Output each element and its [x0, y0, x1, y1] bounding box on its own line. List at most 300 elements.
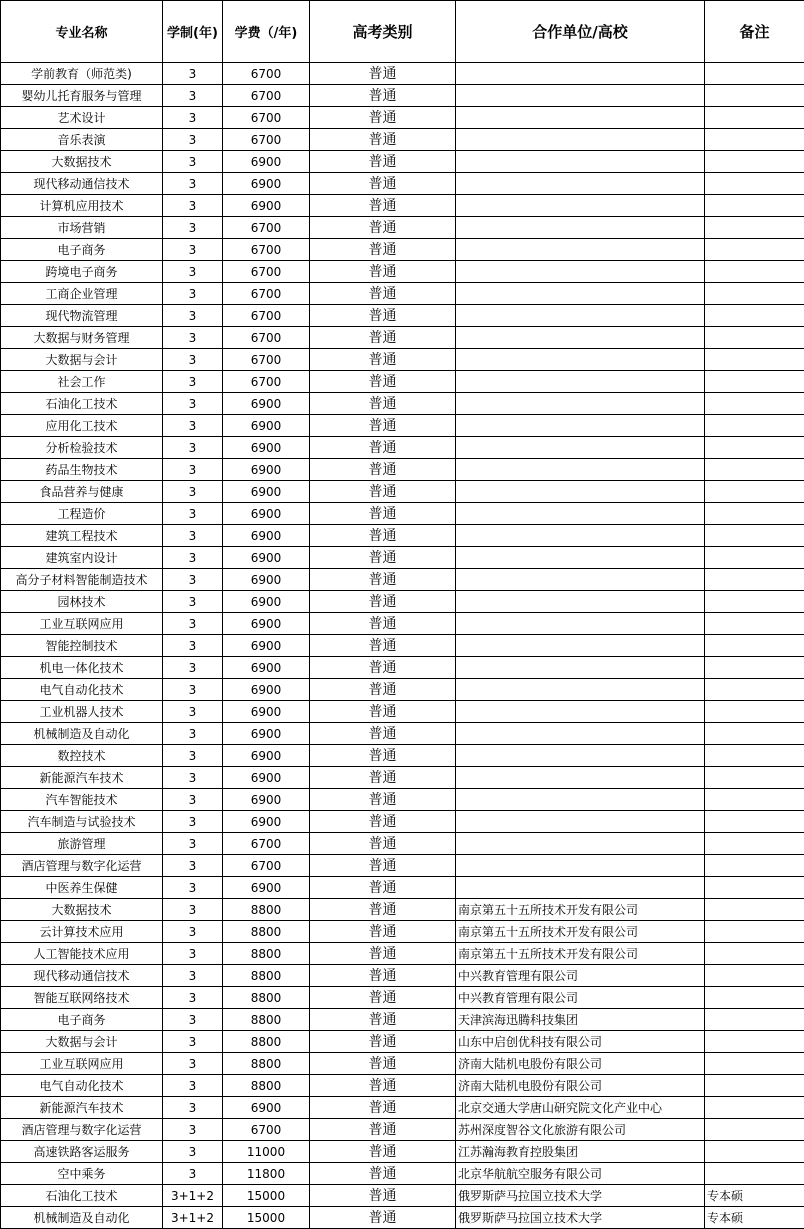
table-row	[1, 679, 804, 701]
cell-note	[705, 987, 804, 1009]
cell-partner	[456, 327, 705, 349]
cell-fee: 6900	[223, 195, 310, 217]
cell-fee: 6900	[223, 173, 310, 195]
cell-note	[705, 1031, 804, 1053]
cell-major: 市场营销	[1, 217, 163, 239]
cell-note	[705, 547, 804, 569]
cell-note	[705, 723, 804, 745]
cell-partner	[456, 129, 705, 151]
cell-partner	[456, 437, 705, 459]
table-row	[1, 987, 804, 1009]
cell-exam-type: 普通	[310, 151, 456, 173]
table-row	[1, 899, 804, 921]
cell-note	[705, 305, 804, 327]
cell-years: 3	[163, 107, 223, 129]
cell-years: 3	[163, 129, 223, 151]
cell-fee: 8800	[223, 943, 310, 965]
cell-major: 高分子材料智能制造技术	[1, 569, 163, 591]
cell-fee: 6900	[223, 459, 310, 481]
cell-note	[705, 899, 804, 921]
cell-fee: 15000	[223, 1185, 310, 1207]
cell-note	[705, 833, 804, 855]
cell-fee: 6900	[223, 789, 310, 811]
cell-major: 空中乘务	[1, 1163, 163, 1185]
cell-major: 建筑工程技术	[1, 525, 163, 547]
cell-exam-type: 普通	[310, 173, 456, 195]
cell-fee: 6700	[223, 327, 310, 349]
cell-note	[705, 195, 804, 217]
cell-partner: 苏州深度智谷文化旅游有限公司	[456, 1119, 705, 1141]
cell-fee: 6900	[223, 437, 310, 459]
cell-note	[705, 327, 804, 349]
cell-note	[705, 107, 804, 129]
cell-partner	[456, 635, 705, 657]
cell-years: 3	[163, 173, 223, 195]
table-row	[1, 173, 804, 195]
cell-years: 3	[163, 877, 223, 899]
cell-fee: 6900	[223, 415, 310, 437]
cell-fee: 6900	[223, 767, 310, 789]
cell-exam-type: 普通	[310, 1119, 456, 1141]
cell-years: 3	[163, 261, 223, 283]
cell-exam-type: 普通	[310, 1185, 456, 1207]
cell-major: 新能源汽车技术	[1, 767, 163, 789]
cell-major: 大数据与会计	[1, 1031, 163, 1053]
cell-exam-type: 普通	[310, 195, 456, 217]
table-row	[1, 63, 804, 85]
cell-major: 石油化工技术	[1, 1185, 163, 1207]
table-row	[1, 393, 804, 415]
cell-fee: 8800	[223, 1075, 310, 1097]
cell-partner	[456, 261, 705, 283]
table-row	[1, 635, 804, 657]
cell-partner	[456, 305, 705, 327]
cell-exam-type: 普通	[310, 437, 456, 459]
cell-note	[705, 393, 804, 415]
cell-major: 分析检验技术	[1, 437, 163, 459]
cell-exam-type: 普通	[310, 789, 456, 811]
cell-major: 云计算技术应用	[1, 921, 163, 943]
cell-note	[705, 789, 804, 811]
table-row	[1, 239, 804, 261]
cell-fee: 6700	[223, 349, 310, 371]
cell-major: 机械制造及自动化	[1, 723, 163, 745]
cell-major: 电子商务	[1, 239, 163, 261]
cell-years: 3	[163, 987, 223, 1009]
cell-partner	[456, 85, 705, 107]
cell-exam-type: 普通	[310, 943, 456, 965]
cell-note	[705, 1075, 804, 1097]
table-row	[1, 767, 804, 789]
table-row	[1, 349, 804, 371]
cell-note	[705, 129, 804, 151]
cell-partner: 中兴教育管理有限公司	[456, 965, 705, 987]
table-row	[1, 1141, 804, 1163]
cell-note	[705, 459, 804, 481]
cell-major: 旅游管理	[1, 833, 163, 855]
cell-exam-type: 普通	[310, 855, 456, 877]
cell-fee: 8800	[223, 1053, 310, 1075]
cell-exam-type: 普通	[310, 1009, 456, 1031]
cell-note	[705, 239, 804, 261]
cell-fee: 6700	[223, 305, 310, 327]
cell-exam-type: 普通	[310, 899, 456, 921]
cell-fee: 6700	[223, 833, 310, 855]
cell-fee: 6900	[223, 569, 310, 591]
cell-partner	[456, 789, 705, 811]
cell-note	[705, 503, 804, 525]
cell-note: 专本硕	[705, 1207, 804, 1229]
cell-partner	[456, 855, 705, 877]
cell-years: 3	[163, 921, 223, 943]
cell-years: 3	[163, 613, 223, 635]
cell-fee: 6900	[223, 745, 310, 767]
cell-major: 新能源汽车技术	[1, 1097, 163, 1119]
cell-fee: 6700	[223, 371, 310, 393]
cell-years: 3	[163, 569, 223, 591]
cell-note	[705, 635, 804, 657]
header-years: 学制(年)	[163, 1, 223, 63]
cell-exam-type: 普通	[310, 349, 456, 371]
cell-years: 3	[163, 415, 223, 437]
cell-partner: 南京第五十五所技术开发有限公司	[456, 943, 705, 965]
cell-exam-type: 普通	[310, 1163, 456, 1185]
table-row	[1, 855, 804, 877]
cell-major: 智能控制技术	[1, 635, 163, 657]
cell-major: 现代移动通信技术	[1, 173, 163, 195]
cell-years: 3	[163, 635, 223, 657]
cell-note	[705, 811, 804, 833]
cell-exam-type: 普通	[310, 701, 456, 723]
cell-years: 3	[163, 63, 223, 85]
cell-partner	[456, 679, 705, 701]
cell-note	[705, 965, 804, 987]
table-row	[1, 723, 804, 745]
cell-exam-type: 普通	[310, 503, 456, 525]
table-row	[1, 1207, 804, 1229]
table-row	[1, 613, 804, 635]
cell-partner	[456, 239, 705, 261]
cell-fee: 6700	[223, 1119, 310, 1141]
table-row	[1, 129, 804, 151]
cell-note	[705, 701, 804, 723]
cell-note	[705, 85, 804, 107]
cell-major: 艺术设计	[1, 107, 163, 129]
cell-exam-type: 普通	[310, 1031, 456, 1053]
cell-fee: 6700	[223, 129, 310, 151]
cell-note	[705, 437, 804, 459]
cell-fee: 8800	[223, 1031, 310, 1053]
cell-partner	[456, 173, 705, 195]
cell-fee: 8800	[223, 899, 310, 921]
cell-partner	[456, 415, 705, 437]
cell-fee: 8800	[223, 1009, 310, 1031]
cell-partner	[456, 613, 705, 635]
cell-major: 工业互联网应用	[1, 613, 163, 635]
cell-fee: 6900	[223, 701, 310, 723]
cell-partner: 济南大陆机电股份有限公司	[456, 1053, 705, 1075]
cell-years: 3	[163, 1097, 223, 1119]
cell-years: 3	[163, 855, 223, 877]
table-row	[1, 701, 804, 723]
cell-fee: 6900	[223, 481, 310, 503]
cell-fee: 6900	[223, 811, 310, 833]
cell-exam-type: 普通	[310, 877, 456, 899]
cell-years: 3	[163, 151, 223, 173]
cell-exam-type: 普通	[310, 1097, 456, 1119]
cell-major: 人工智能技术应用	[1, 943, 163, 965]
table-row	[1, 591, 804, 613]
table-row	[1, 789, 804, 811]
table-row	[1, 85, 804, 107]
cell-partner	[456, 459, 705, 481]
table-row	[1, 1097, 804, 1119]
cell-partner	[456, 217, 705, 239]
table-row	[1, 833, 804, 855]
cell-exam-type: 普通	[310, 217, 456, 239]
cell-years: 3	[163, 1031, 223, 1053]
cell-major: 工业互联网应用	[1, 1053, 163, 1075]
cell-fee: 6900	[223, 1097, 310, 1119]
cell-fee: 15000	[223, 1207, 310, 1229]
cell-years: 3	[163, 503, 223, 525]
cell-years: 3	[163, 1053, 223, 1075]
cell-partner	[456, 833, 705, 855]
cell-partner: 俄罗斯萨马拉国立技术大学	[456, 1185, 705, 1207]
cell-fee: 6900	[223, 547, 310, 569]
cell-exam-type: 普通	[310, 745, 456, 767]
cell-exam-type: 普通	[310, 657, 456, 679]
cell-years: 3	[163, 85, 223, 107]
cell-fee: 6900	[223, 151, 310, 173]
cell-years: 3	[163, 745, 223, 767]
cell-partner	[456, 877, 705, 899]
cell-major: 现代物流管理	[1, 305, 163, 327]
cell-note	[705, 63, 804, 85]
cell-exam-type: 普通	[310, 107, 456, 129]
cell-partner	[456, 393, 705, 415]
cell-years: 3	[163, 1009, 223, 1031]
table-row	[1, 943, 804, 965]
cell-exam-type: 普通	[310, 239, 456, 261]
cell-note	[705, 283, 804, 305]
cell-fee: 6900	[223, 723, 310, 745]
cell-major: 汽车制造与试验技术	[1, 811, 163, 833]
table-row	[1, 965, 804, 987]
cell-years: 3	[163, 701, 223, 723]
cell-exam-type: 普通	[310, 327, 456, 349]
cell-note	[705, 1119, 804, 1141]
table-row	[1, 1075, 804, 1097]
cell-partner	[456, 767, 705, 789]
cell-note	[705, 745, 804, 767]
cell-major: 大数据与财务管理	[1, 327, 163, 349]
cell-fee: 6900	[223, 635, 310, 657]
cell-exam-type: 普通	[310, 371, 456, 393]
cell-partner	[456, 151, 705, 173]
cell-major: 大数据技术	[1, 151, 163, 173]
cell-years: 3	[163, 459, 223, 481]
cell-partner: 江苏瀚海教育控股集团	[456, 1141, 705, 1163]
cell-note	[705, 877, 804, 899]
cell-note	[705, 943, 804, 965]
header-note: 备注	[705, 1, 804, 63]
cell-fee: 6900	[223, 657, 310, 679]
cell-years: 3	[163, 767, 223, 789]
cell-exam-type: 普通	[310, 1053, 456, 1075]
cell-fee: 6900	[223, 503, 310, 525]
cell-exam-type: 普通	[310, 921, 456, 943]
cell-major: 药品生物技术	[1, 459, 163, 481]
table-row	[1, 415, 804, 437]
cell-note	[705, 679, 804, 701]
cell-exam-type: 普通	[310, 547, 456, 569]
cell-years: 3+1+2	[163, 1185, 223, 1207]
cell-exam-type: 普通	[310, 129, 456, 151]
cell-note	[705, 525, 804, 547]
cell-exam-type: 普通	[310, 635, 456, 657]
cell-years: 3	[163, 305, 223, 327]
cell-major: 工商企业管理	[1, 283, 163, 305]
cell-note	[705, 1053, 804, 1075]
cell-years: 3	[163, 811, 223, 833]
cell-years: 3+1+2	[163, 1207, 223, 1229]
cell-exam-type: 普通	[310, 283, 456, 305]
cell-years: 3	[163, 525, 223, 547]
cell-exam-type: 普通	[310, 1141, 456, 1163]
cell-major: 建筑室内设计	[1, 547, 163, 569]
cell-note	[705, 591, 804, 613]
table-row	[1, 217, 804, 239]
header-fee: 学费（/年)	[223, 1, 310, 63]
cell-partner	[456, 525, 705, 547]
cell-major: 石油化工技术	[1, 393, 163, 415]
cell-partner	[456, 481, 705, 503]
cell-major: 电气自动化技术	[1, 679, 163, 701]
cell-exam-type: 普通	[310, 305, 456, 327]
table-row	[1, 327, 804, 349]
cell-fee: 11800	[223, 1163, 310, 1185]
table-row	[1, 371, 804, 393]
cell-fee: 6900	[223, 393, 310, 415]
cell-years: 3	[163, 1075, 223, 1097]
cell-partner: 南京第五十五所技术开发有限公司	[456, 921, 705, 943]
cell-years: 3	[163, 437, 223, 459]
header-partner: 合作单位/高校	[456, 1, 705, 63]
cell-partner	[456, 371, 705, 393]
cell-years: 3	[163, 1119, 223, 1141]
cell-exam-type: 普通	[310, 811, 456, 833]
table-row	[1, 1119, 804, 1141]
cell-note	[705, 921, 804, 943]
cell-partner: 济南大陆机电股份有限公司	[456, 1075, 705, 1097]
cell-major: 学前教育（师范类)	[1, 63, 163, 85]
cell-exam-type: 普通	[310, 569, 456, 591]
cell-major: 高速铁路客运服务	[1, 1141, 163, 1163]
cell-exam-type: 普通	[310, 723, 456, 745]
cell-partner	[456, 745, 705, 767]
table-row	[1, 305, 804, 327]
cell-partner	[456, 283, 705, 305]
cell-major: 汽车智能技术	[1, 789, 163, 811]
cell-partner	[456, 569, 705, 591]
cell-exam-type: 普通	[310, 591, 456, 613]
cell-major: 酒店管理与数字化运营	[1, 1119, 163, 1141]
table-row	[1, 877, 804, 899]
cell-years: 3	[163, 679, 223, 701]
cell-note	[705, 569, 804, 591]
cell-note	[705, 173, 804, 195]
cell-years: 3	[163, 239, 223, 261]
cell-exam-type: 普通	[310, 85, 456, 107]
cell-major: 工程造价	[1, 503, 163, 525]
cell-note	[705, 1009, 804, 1031]
cell-major: 食品营养与健康	[1, 481, 163, 503]
table-row	[1, 481, 804, 503]
cell-fee: 6900	[223, 679, 310, 701]
cell-major: 大数据与会计	[1, 349, 163, 371]
table-row	[1, 195, 804, 217]
cell-partner: 北京交通大学唐山研究院文化产业中心	[456, 1097, 705, 1119]
cell-major: 园林技术	[1, 591, 163, 613]
cell-major: 中医养生保健	[1, 877, 163, 899]
cell-major: 电气自动化技术	[1, 1075, 163, 1097]
header-exam-type: 高考类别	[310, 1, 456, 63]
cell-fee: 11000	[223, 1141, 310, 1163]
table-header	[1, 1, 804, 63]
cell-fee: 6700	[223, 63, 310, 85]
cell-partner: 天津滨海迅腾科技集团	[456, 1009, 705, 1031]
cell-exam-type: 普通	[310, 767, 456, 789]
cell-note	[705, 1141, 804, 1163]
cell-years: 3	[163, 547, 223, 569]
header-major: 专业名称	[1, 1, 163, 63]
cell-note	[705, 151, 804, 173]
cell-note	[705, 1163, 804, 1185]
cell-major: 应用化工技术	[1, 415, 163, 437]
cell-years: 3	[163, 371, 223, 393]
cell-exam-type: 普通	[310, 525, 456, 547]
cell-fee: 6700	[223, 283, 310, 305]
cell-note: 专本硕	[705, 1185, 804, 1207]
cell-exam-type: 普通	[310, 481, 456, 503]
cell-partner	[456, 657, 705, 679]
cell-exam-type: 普通	[310, 679, 456, 701]
cell-major: 跨境电子商务	[1, 261, 163, 283]
cell-major: 机械制造及自动化	[1, 1207, 163, 1229]
table-row	[1, 1009, 804, 1031]
cell-fee: 6700	[223, 261, 310, 283]
cell-note	[705, 1097, 804, 1119]
cell-fee: 8800	[223, 921, 310, 943]
cell-years: 3	[163, 195, 223, 217]
cell-fee: 6700	[223, 239, 310, 261]
cell-years: 3	[163, 833, 223, 855]
cell-fee: 6700	[223, 855, 310, 877]
table-row	[1, 261, 804, 283]
cell-fee: 6700	[223, 217, 310, 239]
cell-years: 3	[163, 1141, 223, 1163]
cell-years: 3	[163, 393, 223, 415]
cell-partner	[456, 591, 705, 613]
cell-major: 数控技术	[1, 745, 163, 767]
cell-major: 大数据技术	[1, 899, 163, 921]
cell-exam-type: 普通	[310, 459, 456, 481]
cell-years: 3	[163, 899, 223, 921]
cell-years: 3	[163, 283, 223, 305]
cell-note	[705, 481, 804, 503]
table-row	[1, 503, 804, 525]
